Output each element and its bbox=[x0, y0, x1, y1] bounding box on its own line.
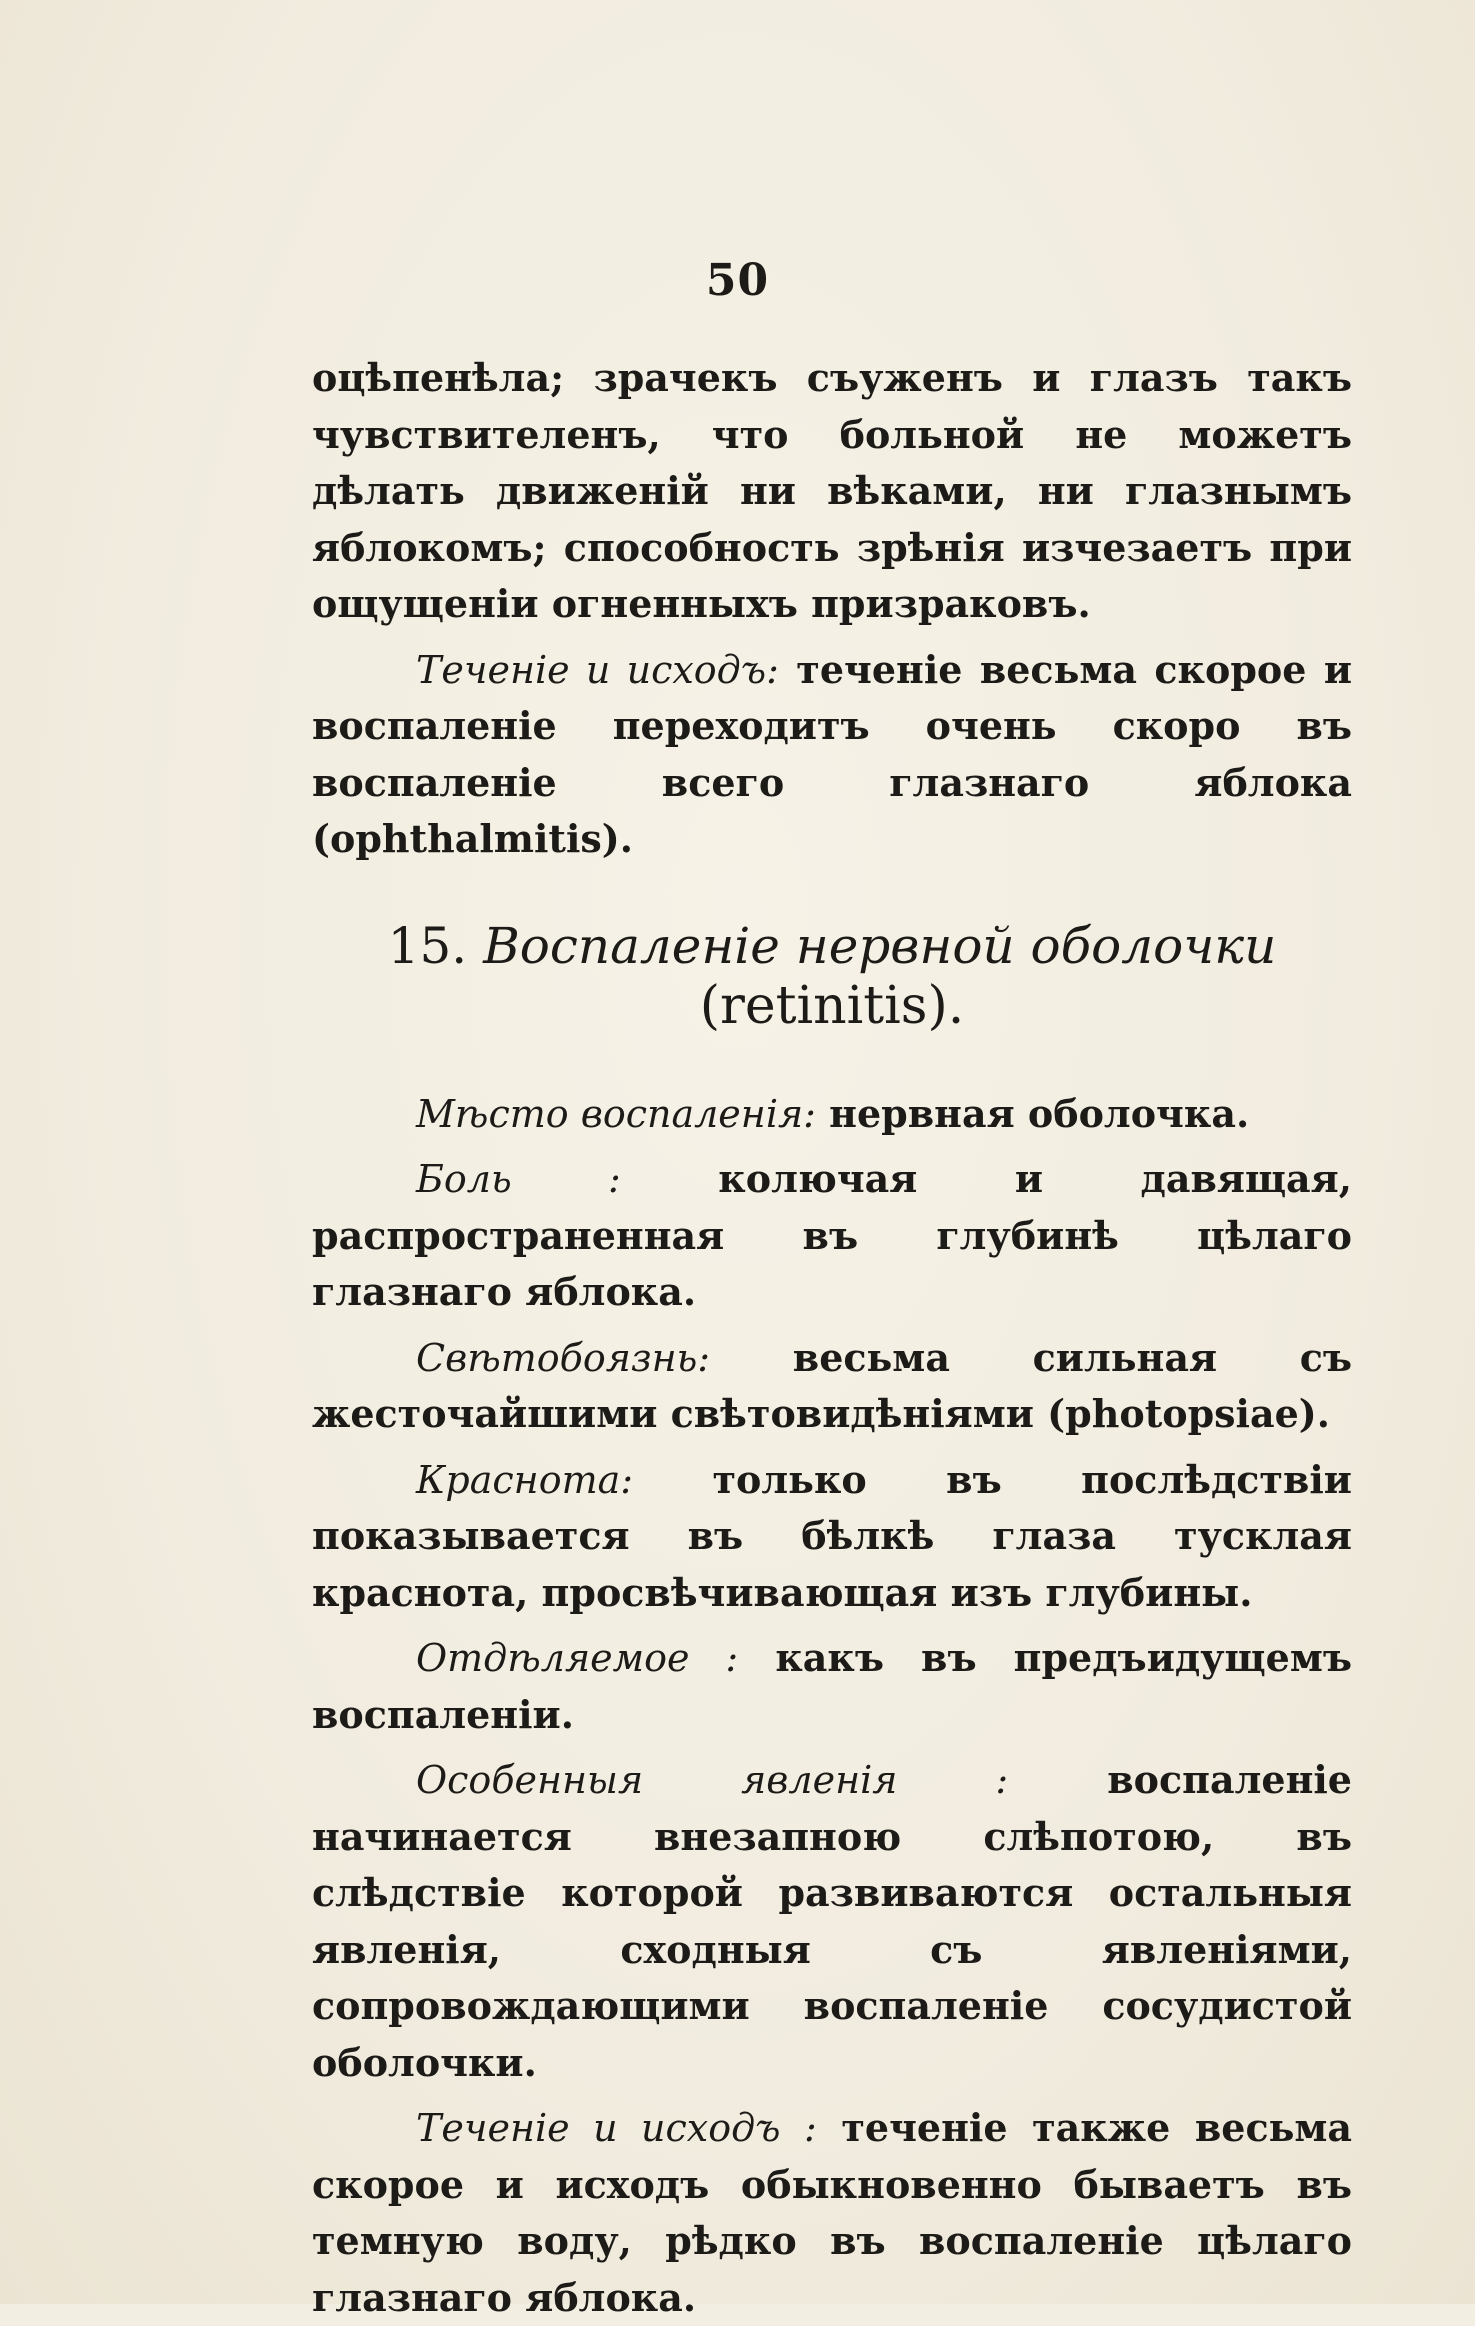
course-text: теченiе весьма скорое и воспаленiе переходитъ очень скоро въ воспаленiе всего глазнаго яблока (ophthalmitis). bbox=[312, 646, 1353, 861]
paragraph-text: воспаленiе начинается внезапною слѣпотою, въ слѣдствiе которой развиваются остальныя явленiя, сходныя съ явленiями, сопровождающими воспаленiе сосудистой оболочки. bbox=[312, 1757, 1352, 2085]
paragraph-pain bbox=[312, 1151, 1352, 1321]
paragraph-term: Краснота: bbox=[416, 1457, 634, 1502]
paragraph-text: нервная оболочка. bbox=[815, 1090, 1250, 1136]
paragraph-term: Отдѣляемое : bbox=[416, 1636, 739, 1680]
paragraph-text: теченiе также весьма скорое и исходъ обыкновенно бываетъ въ темную воду, рѣдко въ воспаленiе цѣлаго глазнаго яблока. bbox=[312, 2105, 1352, 2320]
paragraph-text: колючая и давящая, распространенная въ глубинѣ цѣлаго глазнаго яблока. bbox=[312, 1156, 1352, 1314]
paragraph-redness bbox=[312, 1452, 1352, 1622]
paragraph-discharge bbox=[312, 1630, 1352, 1743]
course-paragraph bbox=[312, 642, 1352, 868]
paragraph-location bbox=[312, 1086, 1352, 1143]
page-number: 50 bbox=[705, 255, 770, 306]
paragraph-text: какъ въ предъидущемъ воспаленiи. bbox=[312, 1635, 1352, 1737]
paragraph-text: только въ послѣдствiи показывается въ бѣлкѣ глаза тусклая краснота, просвѣчивающая изъ глубины. bbox=[312, 1456, 1352, 1615]
paragraph-term: Мѣсто воспаленiя: bbox=[416, 1091, 816, 1136]
paragraph-course-outcome bbox=[312, 2100, 1352, 2326]
intro-paragraph: оцѣпенѣла; зрачекъ съуженъ и глазъ такъ чувствителенъ, что больной не можетъ дѣлать движенiй ни вѣками, ни глазнымъ яблокомъ; способность зрѣнiя изчезаетъ при ощущенiи огненныхъ призраковъ. bbox=[312, 355, 1352, 626]
paragraph-term: Боль : bbox=[416, 1157, 621, 1201]
paragraph-photophobia bbox=[312, 1330, 1352, 1443]
section-heading bbox=[312, 916, 1352, 1036]
paragraph-term: Свѣтобоязнь: bbox=[416, 1335, 711, 1380]
section-number: 15. bbox=[387, 916, 468, 975]
paragraph-term: Особенныя явленiя : bbox=[416, 1758, 1009, 1802]
course-term: Теченiе и исходъ: bbox=[416, 647, 779, 692]
section-title: Воспаленiе нервной оболочки bbox=[467, 916, 1277, 975]
page-body bbox=[312, 350, 1352, 2326]
paragraph-text: весьма сильная съ жесточайшими свѣтовидѣнiями (photopsiae). bbox=[312, 1334, 1352, 1436]
paragraph-special-signs bbox=[312, 1752, 1352, 2091]
paragraph-term: Теченiе и исходъ : bbox=[416, 2106, 817, 2150]
section-latin-term: (retinitis). bbox=[699, 975, 965, 1036]
